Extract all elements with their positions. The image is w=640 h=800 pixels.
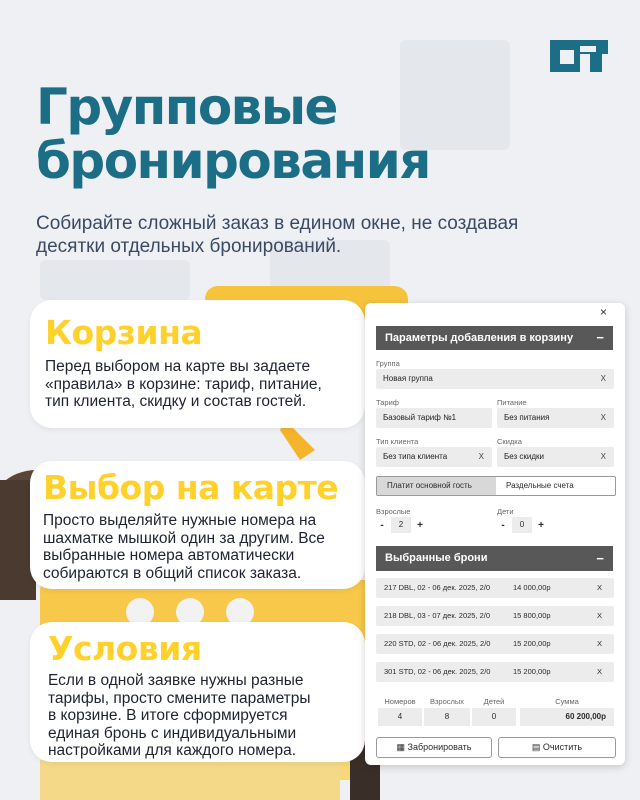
booking-sum: 15 800,00р xyxy=(513,611,551,620)
feature-card-conditions xyxy=(30,622,365,762)
collapse-icon[interactable]: − xyxy=(596,551,604,566)
meal-value: Без питания xyxy=(504,413,550,422)
page-title-line: Групповые xyxy=(36,78,337,136)
payer-option-separate-bills[interactable]: Раздельные счета xyxy=(506,481,574,490)
booking-row[interactable] xyxy=(376,634,614,654)
page-subtitle xyxy=(36,212,596,258)
booking-row[interactable] xyxy=(376,578,614,598)
meal-field[interactable] xyxy=(497,408,614,428)
remove-booking-icon[interactable]: X xyxy=(596,583,602,592)
calendar-icon: ▦ xyxy=(396,742,406,752)
feature-card-line: в корзине. В итоге сформируется xyxy=(48,707,288,724)
tariff-field[interactable] xyxy=(376,408,492,428)
summary-header-children: Детей xyxy=(483,697,505,706)
feature-card-line: Если в одной заявке нужны разные xyxy=(48,672,304,689)
booking-title: 218 DBL, 03 - 07 дек. 2025, 2/0 xyxy=(384,611,491,620)
client-type-label: Тип клиента xyxy=(376,437,419,446)
booking-row[interactable] xyxy=(376,606,614,626)
discount-label: Скидка xyxy=(497,437,522,446)
selected-bookings-header[interactable] xyxy=(376,546,613,571)
clear-icon[interactable]: X xyxy=(600,452,606,461)
booking-title: 301 STD, 02 - 06 дек. 2025, 2/0 xyxy=(384,667,491,676)
remove-booking-icon[interactable]: X xyxy=(596,611,602,620)
summary-header-sum: Сумма xyxy=(555,697,579,706)
feature-card-text xyxy=(45,358,365,411)
page-subtitle-line: Собирайте сложный заказ в едином окне, не создавая xyxy=(36,213,519,234)
meal-label: Питание xyxy=(497,398,527,407)
page-subtitle-line: десятки отдельных бронирований. xyxy=(36,236,342,257)
discount-value: Без скидки xyxy=(504,452,545,461)
remove-booking-icon[interactable]: X xyxy=(596,639,602,648)
page-title-line: бронирования xyxy=(36,132,430,190)
booking-row[interactable] xyxy=(376,662,614,682)
discount-field[interactable] xyxy=(497,447,614,467)
remove-booking-icon[interactable]: X xyxy=(596,667,602,676)
feature-card-line: выбранные номера автоматически xyxy=(43,547,295,564)
clear-button[interactable] xyxy=(498,737,616,758)
page-title xyxy=(36,80,430,188)
params-section-header[interactable] xyxy=(376,326,613,350)
group-field[interactable] xyxy=(376,369,614,389)
params-section-title: Параметры добавления в корзину xyxy=(385,332,574,344)
tariff-label: Тариф xyxy=(376,398,399,407)
feature-card-line: Перед выбором на карте вы задаете xyxy=(45,358,311,375)
children-label: Дети xyxy=(497,507,514,516)
feature-card-line: Просто выделяйте нужные номера на xyxy=(43,512,317,529)
adults-plus-button[interactable]: + xyxy=(417,519,423,531)
clear-icon[interactable]: X xyxy=(478,452,484,461)
client-type-field[interactable] xyxy=(376,447,492,467)
feature-card-title: Выбор на карте xyxy=(43,468,339,507)
summary-adults-value: 8 xyxy=(424,708,470,726)
clear-icon[interactable]: X xyxy=(600,374,606,383)
summary-children-value: 0 xyxy=(472,708,516,726)
feature-card-line: настройками для каждого номера. xyxy=(48,742,297,759)
children-stepper xyxy=(497,517,547,533)
feature-card-text xyxy=(43,512,365,582)
children-value[interactable]: 0 xyxy=(512,517,532,533)
children-plus-button[interactable]: + xyxy=(538,519,544,531)
adults-value[interactable]: 2 xyxy=(391,517,411,533)
clear-icon[interactable]: X xyxy=(600,413,606,422)
feature-card-text xyxy=(48,672,365,760)
adults-label: Взрослые xyxy=(376,507,411,516)
summary-header-rooms: Номеров xyxy=(384,697,416,706)
feature-card-line: «правила» в корзине: тариф, питание, xyxy=(45,375,322,393)
book-button[interactable] xyxy=(376,737,492,758)
client-type-value: Без типа клиента xyxy=(383,452,448,461)
feature-card-line: тип клиента, скидку и состав гостей. xyxy=(45,393,307,410)
collapse-icon[interactable]: − xyxy=(596,330,604,345)
feature-card-line: тарифы, просто смените параметры xyxy=(48,689,311,707)
feature-card-line: шахматке мышкой один за другим. Все xyxy=(43,529,325,547)
group-label: Группа xyxy=(376,359,400,368)
group-value: Новая группа xyxy=(383,374,433,383)
feature-card-map-selection xyxy=(30,461,365,589)
adults-minus-button[interactable]: - xyxy=(380,519,384,531)
tariff-value: Базовый тариф №1 xyxy=(383,413,457,422)
brand-logo-icon xyxy=(550,40,608,72)
feature-card-title: Корзина xyxy=(45,313,203,352)
payer-option-main-guest[interactable]: Платит основной гость xyxy=(377,477,496,495)
adults-stepper xyxy=(376,517,426,533)
summary-header-adults: Взрослых xyxy=(429,697,465,706)
feature-card-cart xyxy=(30,300,365,428)
summary-sum-value: 60 200,00р xyxy=(520,708,614,726)
booking-sum: 15 200,00р xyxy=(513,639,551,648)
close-icon[interactable]: × xyxy=(600,305,608,319)
clear-button-label: Очистить xyxy=(542,742,583,752)
booking-sum: 15 200,00р xyxy=(513,667,551,676)
trash-icon: ▤ xyxy=(531,742,541,752)
booking-sum: 14 000,00р xyxy=(513,583,551,592)
booking-title: 220 STD, 02 - 06 дек. 2025, 2/0 xyxy=(384,639,491,648)
payer-toggle xyxy=(376,476,616,496)
feature-card-line: единая бронь с индивидуальными xyxy=(48,724,297,742)
children-minus-button[interactable]: - xyxy=(501,519,505,531)
book-button-label: Забронировать xyxy=(407,742,472,752)
selected-bookings-title: Выбранные брони xyxy=(385,552,488,564)
feature-card-title: Условия xyxy=(48,629,202,668)
feature-card-line: собираются в общий список заказа. xyxy=(43,564,302,582)
booking-title: 217 DBL, 02 - 06 дек. 2025, 2/0 xyxy=(384,583,491,592)
summary-rooms-value: 4 xyxy=(378,708,422,726)
